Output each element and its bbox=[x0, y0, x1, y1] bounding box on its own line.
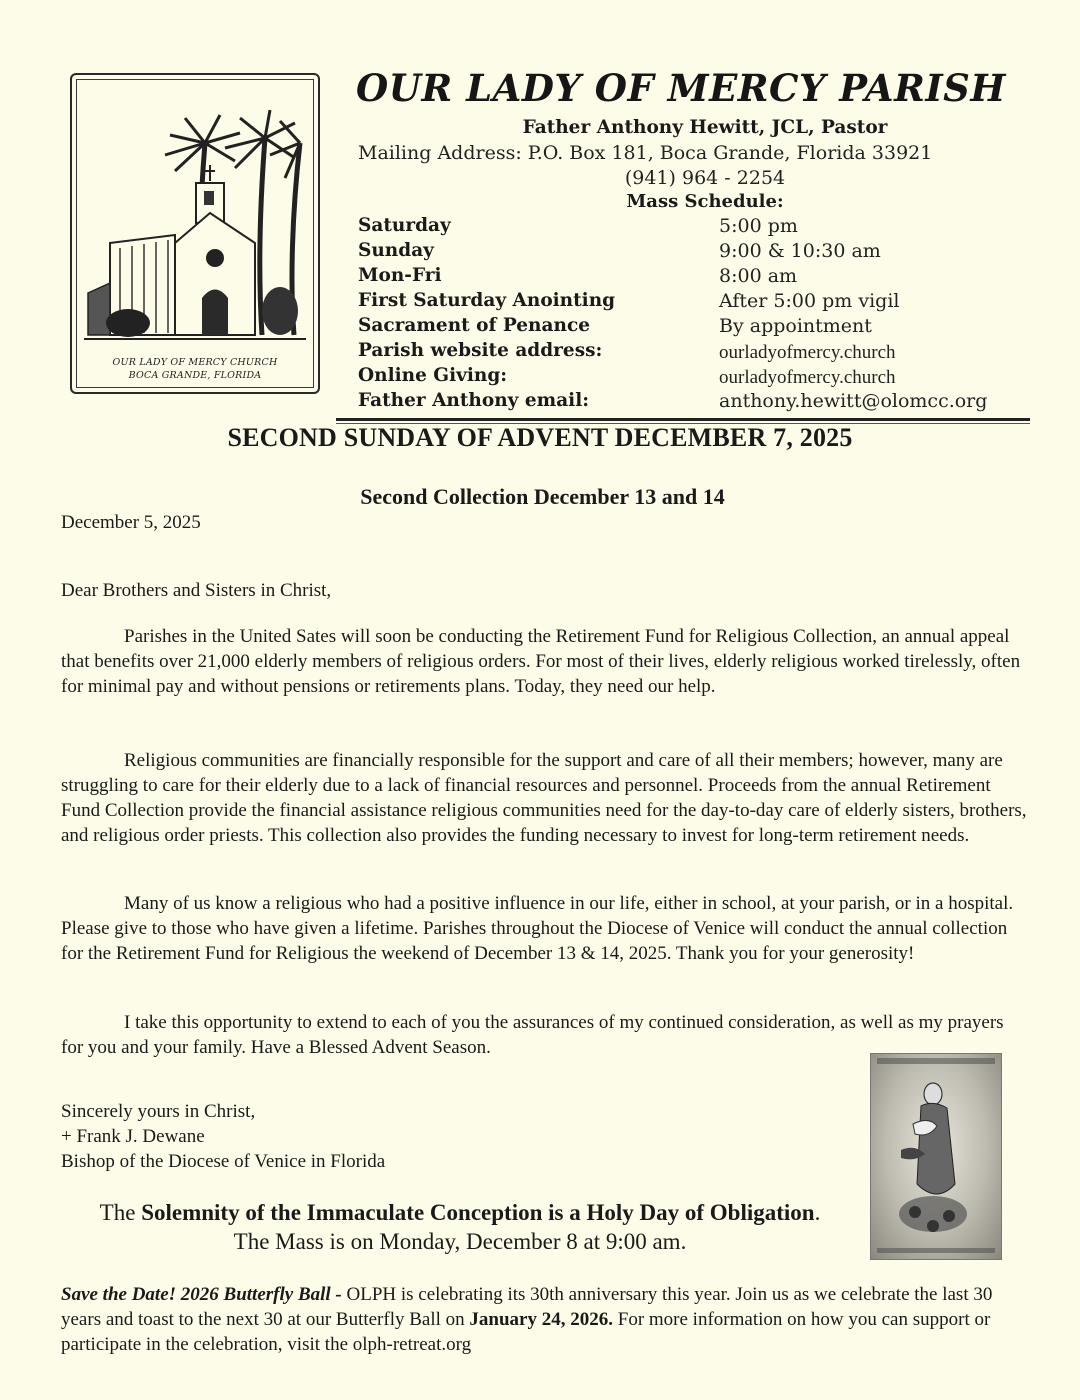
logo-caption-line1: OUR LADY OF MERCY CHURCH bbox=[112, 357, 278, 368]
pastor-name: Father Anthony Hewitt, JCL, Pastor bbox=[522, 117, 888, 138]
save-date-text2: For more information on how you can support or participate in the celebration, visit the olph-retreat.org bbox=[61, 1309, 991, 1355]
letter-paragraph: I take this opportunity to extend to each of you the assurances of my continued consideration, as well as my prayers for you and your family. Have a Blessed Advent Season. bbox=[61, 1012, 1004, 1058]
signature-title: Bishop of the Diocese of Venice in Florida bbox=[61, 1151, 386, 1172]
schedule-row-online-giving bbox=[358, 365, 1038, 390]
schedule-value: 5:00 pm bbox=[719, 215, 798, 237]
schedule-label: Sacrament of Penance bbox=[358, 315, 590, 336]
bulletin-heading: SECOND SUNDAY OF ADVENT DECEMBER 7, 2025 bbox=[227, 423, 853, 452]
letter-closing bbox=[61, 1099, 385, 1174]
logo-caption-line2: BOCA GRANDE, FLORIDA bbox=[128, 370, 262, 381]
schedule-value: By appointment bbox=[719, 315, 872, 337]
schedule-row-website bbox=[358, 340, 1038, 365]
schedule-row-mon-fri bbox=[358, 265, 1038, 290]
save-date-text1: OLPH is celebrating its 30th anniversary this year. Join us as we celebrate the last 30 years and toast to the next 30 at our Butterfly Ball on bbox=[61, 1284, 993, 1330]
schedule-row-anointing bbox=[358, 290, 1038, 315]
schedule-label: Parish website address: bbox=[358, 340, 603, 361]
parish-title: OUR LADY OF MERCY PARISH bbox=[356, 66, 1006, 110]
schedule-label: Father Anthony email: bbox=[358, 390, 590, 411]
church-drawing-icon bbox=[80, 83, 310, 353]
solemnity-pre: The bbox=[99, 1200, 142, 1225]
online-giving-link[interactable]: ourladyofmercy.church bbox=[719, 367, 896, 388]
header-divider bbox=[336, 418, 1030, 421]
schedule-label: First Saturday Anointing bbox=[358, 290, 616, 311]
schedule-label: Online Giving: bbox=[358, 365, 508, 386]
letter-date: December 5, 2025 bbox=[61, 512, 201, 533]
email-link[interactable]: anthony.hewitt@olomcc.org bbox=[719, 390, 988, 412]
schedule-row-sunday bbox=[358, 240, 1038, 265]
collection-heading: Second Collection December 13 and 14 bbox=[360, 484, 725, 509]
website-link[interactable]: ourladyofmercy.church bbox=[719, 342, 896, 363]
schedule-row-saturday bbox=[358, 215, 1038, 240]
schedule-label: Mon-Fri bbox=[358, 265, 442, 286]
letter-paragraph: Religious communities are financially responsible for the support and care of all their members; however, many are struggling to care for their elderly due to a lack of financial resources and personnel. Proceeds from the annual Retirement Fund Collection provide the financial assistance religious communities need for the day-to-day care of elderly sisters, brothers, and religious order priests. This collection also provides the funding necessary to invest for long-term retirement needs. bbox=[61, 750, 1027, 846]
schedule-value: After 5:00 pm vigil bbox=[719, 290, 900, 312]
event-date: January 24, 2026. bbox=[469, 1309, 613, 1330]
closing-line: Sincerely yours in Christ, bbox=[61, 1101, 256, 1122]
mass-schedule bbox=[358, 215, 1038, 415]
letter-salutation: Dear Brothers and Sisters in Christ, bbox=[61, 580, 332, 601]
mass-schedule-heading: Mass Schedule: bbox=[626, 191, 784, 212]
solemnity-bold: Solemnity of the Immaculate Conception is a Holy Day of Obligation bbox=[141, 1200, 815, 1225]
solemnity-post: . The Mass is on Monday, December 8 at 9:00 am. bbox=[233, 1200, 821, 1254]
schedule-label: Sunday bbox=[358, 240, 434, 261]
immaculate-conception-image bbox=[870, 1053, 1002, 1260]
letter-paragraph: Parishes in the United Sates will soon be conducting the Retirement Fund for Religious Collection, an annual appeal that benefits over 21,000 elderly members of religious orders. For most of their lives, elderly religious worked tirelessly, often for minimal pay and without pensions or retirements plans. Today, they need our help. bbox=[61, 626, 1021, 697]
schedule-row-penance bbox=[358, 315, 1038, 340]
schedule-row-email bbox=[358, 390, 1038, 415]
save-date-lead: Save the Date! 2026 Butterfly Ball - bbox=[61, 1284, 342, 1305]
schedule-value: 8:00 am bbox=[719, 265, 798, 287]
church-logo bbox=[70, 73, 320, 394]
signature-name: + Frank J. Dewane bbox=[61, 1126, 205, 1147]
mailing-address: Mailing Address: P.O. Box 181, Boca Grande, Florida 33921 bbox=[358, 142, 933, 164]
schedule-value: 9:00 & 10:30 am bbox=[719, 240, 881, 262]
schedule-label: Saturday bbox=[358, 215, 451, 236]
virgin-mary-figure-icon bbox=[871, 1054, 1001, 1259]
letter-paragraph: Many of us know a religious who had a positive influence in our life, either in school, at your parish, or in a hospital. Please give to those who have given a lifetime. Parishes throughout the Diocese of Venice will conduct the annual collection for the Retirement Fund for Religious the weekend of December 13 & 14, 2025. Thank you for your generosity! bbox=[61, 893, 1014, 964]
solemnity-notice bbox=[90, 1198, 830, 1256]
butterfly-ball-notice bbox=[61, 1282, 1036, 1357]
phone-number: (941) 964 - 2254 bbox=[624, 167, 786, 189]
